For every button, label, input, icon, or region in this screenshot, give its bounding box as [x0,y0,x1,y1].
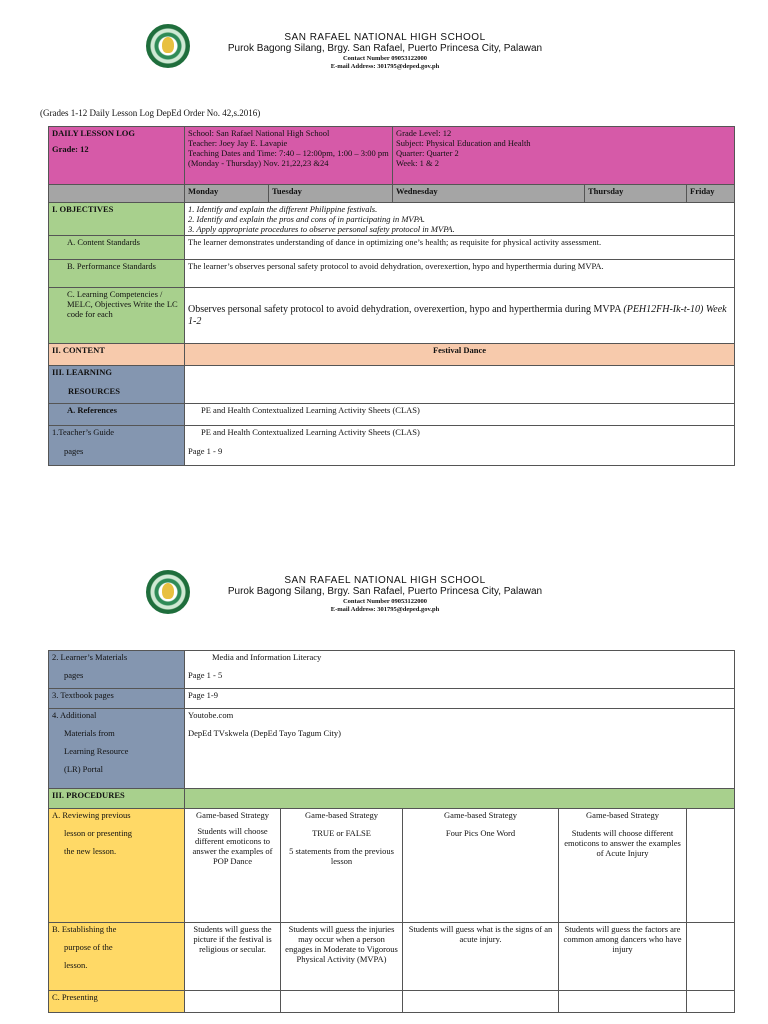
school-email: E-mail Address: 301795@deped.gov.ph [330,63,440,70]
teachers-guide-label [49,426,185,466]
school-contact: Contact Number 09053122000 [342,55,427,62]
log-grade-level: Grade Level: 12 [396,128,452,138]
log-school: School: San Rafael National High School [188,128,330,138]
establish-friday [687,923,735,991]
log-subject-cell [393,127,735,185]
review-monday-title: Game-based Strategy [196,810,269,820]
day-tuesday: Tuesday [269,185,393,203]
learners-materials-label-line: 2. Learner’s Materials [52,652,128,662]
order-note: (Grades 1-12 Daily Lesson Log DepEd Order No. 42,s.2016) [40,108,261,118]
content-text: Festival Dance [185,344,735,366]
presenting-thursday [559,991,687,1013]
log-title-cell [49,127,185,185]
review-tuesday-title: Game-based Strategy [305,810,378,820]
review-thursday [559,809,687,923]
establish-thursday: Students will guess the factors are common among dancers who have injury [559,923,687,991]
school-name: SAN RAFAEL NATIONAL HIGH SCHOOL [284,575,486,586]
content-standards-text: The learner demonstrates understanding of dance in optimizing one’s health; as requisite for physical activity assessment. [185,236,735,260]
competencies-code: (PEH12FH-Ik-t-10) Week 1-2 [188,303,727,327]
learners-materials-pages: Page 1 - 5 [188,670,223,680]
day-thursday: Thursday [585,185,687,203]
procedures-blank [185,789,735,809]
learners-materials-label [49,651,185,689]
resources-blank [185,366,735,404]
objective-item: 1. Identify and explain the different Philippine festivals. [188,204,378,214]
resources-label [49,366,185,404]
log-title: DAILY LESSON LOG [52,128,135,138]
review-tuesday-text: 5 statements from the previous lesson [289,846,394,866]
references-text: PE and Health Contextualized Learning Activity Sheets (CLAS) [185,404,735,426]
establish-wednesday: Students will guess what is the signs of an acute injury. [403,923,559,991]
log-grade: Grade: 12 [52,144,89,154]
textbook-text: Page 1-9 [185,689,735,709]
learners-materials-text: Media and Information Literacy [212,652,322,662]
content-label: II. CONTENT [49,344,185,366]
presenting-tuesday [281,991,403,1013]
additional-label-line: 4. Additional [52,710,97,720]
learners-materials-cell [185,651,735,689]
establish-label-line: purpose of the [64,942,113,952]
teachers-guide-label-line: pages [64,446,84,456]
additional-cell [185,709,735,789]
review-label-line: the new lesson. [64,846,117,856]
school-seal-icon [146,570,190,614]
school-name: SAN RAFAEL NATIONAL HIGH SCHOOL [284,32,486,43]
additional-label-line: Learning Resource [64,746,129,756]
objective-item: 3. Apply appropriate procedures to observe personal safety protocol in MVPA. [188,224,455,234]
review-friday [687,809,735,923]
presenting-monday [185,991,281,1013]
competencies-cell [185,288,735,344]
review-thursday-title: Game-based Strategy [586,810,659,820]
resources-label-line: RESOURCES [68,386,120,396]
lesson-log-table-2 [48,650,735,1013]
presenting-wednesday [403,991,559,1013]
review-label [49,809,185,923]
log-subject: Subject: Physical Education and Health [396,138,531,148]
review-label-line: lesson or presenting [64,828,132,838]
review-wednesday-title: Game-based Strategy [444,810,517,820]
establish-label-line: lesson. [64,960,88,970]
additional-label-line: (LR) Portal [64,764,103,774]
school-contact: Contact Number 09053122000 [342,598,427,605]
school-seal-icon [146,24,190,68]
day-wednesday: Wednesday [393,185,585,203]
review-monday [185,809,281,923]
teachers-guide-pages: Page 1 - 9 [188,446,223,456]
teachers-guide-label-line: 1.Teacher’s Guide [52,427,115,437]
review-label-line: A. Reviewing previous [52,810,131,820]
establish-monday: Students will guess the picture if the festival is religious or secular. [185,923,281,991]
presenting-friday [687,991,735,1013]
log-quarter: Quarter: Quarter 2 [396,148,459,158]
presenting-label: C. Presenting [49,991,185,1013]
references-label: A. References [49,404,185,426]
objectives-label: I. OBJECTIVES [49,203,185,236]
textbook-label: 3. Textbook pages [49,689,185,709]
objectives-list [185,203,735,236]
competencies-label: C. Learning Competencies / MELC, Objectives Write the LC code for each [49,288,185,344]
log-week: Week: 1 & 2 [396,158,439,168]
additional-line: DepEd TVskwela (DepEd Tayo Tagum City) [188,728,341,738]
establish-label [49,923,185,991]
log-teacher: Teacher: Joey Jay E. Lavapie [188,138,288,148]
content-standards-label: A. Content Standards [49,236,185,260]
performance-standards-label: B. Performance Standards [49,260,185,288]
performance-standards-text: The learner’s observes personal safety protocol to avoid dehydration, overexertion, hypo and hyperthermia during MVPA. [185,260,735,288]
review-tuesday-sub: TRUE or FALSE [312,828,371,838]
days-blank [49,185,185,203]
day-monday: Monday [185,185,269,203]
learners-materials-label-line: pages [64,670,84,680]
review-thursday-text: Students will choose different emoticons to answer the examples of Acute Injury [564,828,681,858]
additional-line: Youtobe.com [188,710,234,720]
teachers-guide-cell [185,426,735,466]
log-dates: Teaching Dates and Time: 7:40 – 12:00pm, 1:00 – 3:00 pm (Monday - Thursday) Nov. 21,22,23 &24 [188,148,389,168]
resources-label-line: III. LEARNING [52,367,112,377]
log-school-cell [185,127,393,185]
teachers-guide-text: PE and Health Contextualized Learning Activity Sheets (CLAS) [201,427,420,437]
day-friday: Friday [687,185,735,203]
competencies-text: Observes personal safety protocol to avoid dehydration, overexertion, hypo and hyperthermia during MVPA [188,303,624,315]
school-address: Purok Bagong Silang, Brgy. San Rafael, Puerto Princesa City, Palawan [227,43,543,54]
review-monday-text: Students will choose different emoticons to answer the examples of POP Dance [192,826,273,866]
objective-item: 2. Identify and explain the pros and cons of in participating in MVPA. [188,214,426,224]
review-wednesday [403,809,559,923]
establish-label-line: B. Establishing the [52,924,117,934]
additional-label-line: Materials from [64,728,115,738]
school-address: Purok Bagong Silang, Brgy. San Rafael, Puerto Princesa City, Palawan [227,586,543,597]
school-email: E-mail Address: 301795@deped.gov.ph [330,606,440,613]
additional-label [49,709,185,789]
lesson-log-table-1 [48,126,735,466]
establish-tuesday: Students will guess the injuries may occur when a person engages in Moderate to Vigorous Physical Activity (MVPA) [281,923,403,991]
procedures-label: III. PROCEDURES [49,789,185,809]
review-wednesday-sub: Four Pics One Word [445,828,516,838]
review-tuesday [281,809,403,923]
